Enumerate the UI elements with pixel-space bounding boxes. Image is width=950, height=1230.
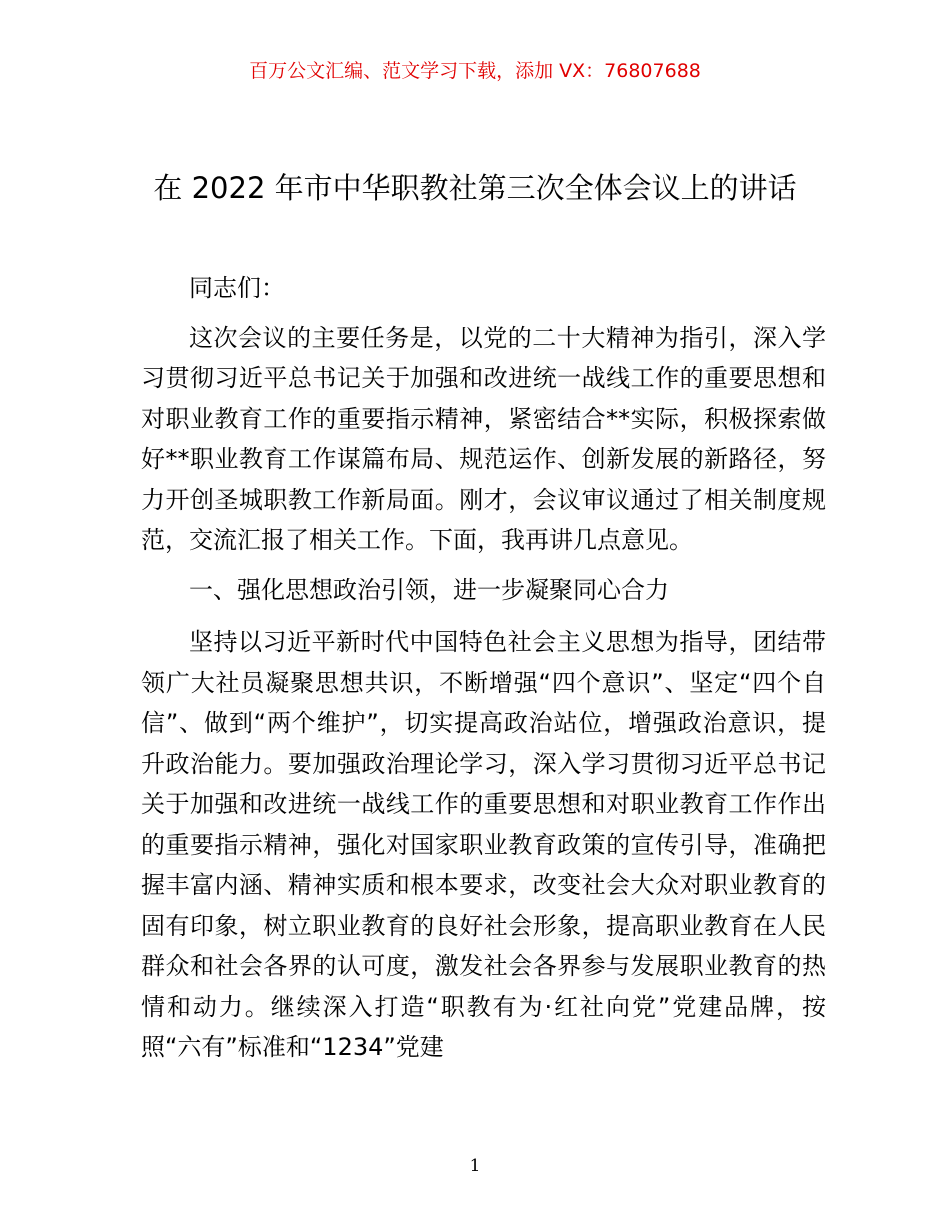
- watermark-header: 百万公文汇编、范文学习下载，添加 VX：76807688: [249, 60, 701, 82]
- page-number: 1: [469, 1156, 481, 1176]
- section-heading: 一、强化思想政治引领，进一步凝聚同心合力: [189, 575, 669, 604]
- body-paragraph: 坚持以习近平新时代中国特色社会主义思想为指导，团结带领广大社员凝聚思想共识，不断增强“四个意识”、坚定“四个自信”、做到“两个维护”，切实提高政治站位，增强政治意识，提升政治能力。要加强政治理论学习，深入学习贯彻习近平总书记关于加强和改进统一战线工作的重要思想和对职业教育工作作出的重要指示精神，强化对国家职业教育政策的宣传引导，准确把握丰富内涵、精神实质和根本要求，改变社会大众对职业教育的固有印象，树立职业教育的良好社会形象，提高职业教育在人民群众和社会各界的认可度，激发社会各界参与发展职业教育的热情和动力。继续深入打造“职教有为·红社向党”党建品牌，按照“六有”标准和“1234”党建: [141, 628, 826, 1061]
- document-title: 在 2022 年市中华职教社第三次全体会议上的讲话: [153, 171, 797, 205]
- body-paragraph: 这次会议的主要任务是，以党的二十大精神为指引，深入学习贯彻习近平总书记关于加强和改进统一战线工作的重要思想和对职业教育工作的重要指示精神，紧密结合**实际，积极探索做好**职业教育工作谋篇布局、规范运作、创新发展的新路径，努力开创圣城职教工作新局面。刚才，会议审议通过了相关制度规范，交流汇报了相关工作。下面，我再讲几点意见。: [141, 323, 826, 554]
- document-body: [141, 268, 826, 1068]
- salutation: 同志们：: [189, 274, 285, 302]
